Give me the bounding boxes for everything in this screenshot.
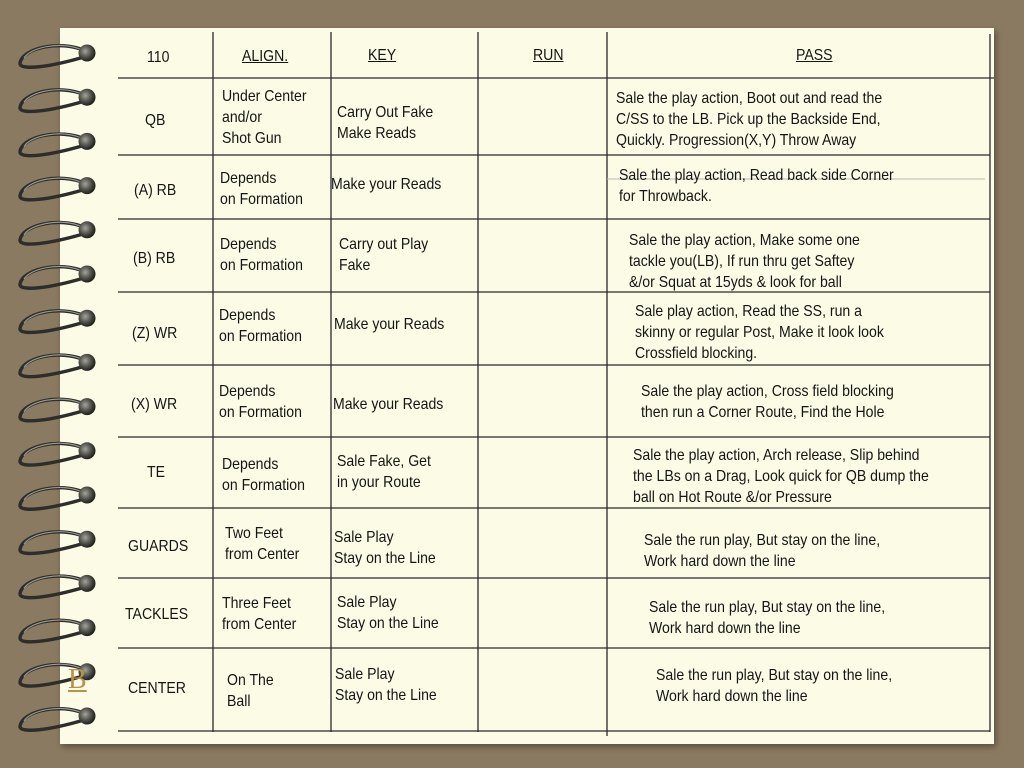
row-pass: Sale the run play, But stay on the line, Work hard down the line — [656, 667, 893, 705]
row-pass: Sale the play action, Boot out and read the C/SS to the LB. Pick up the Backside End, Quickly. Progression(X,Y) Throw Away — [616, 90, 883, 149]
header-pass: PASS — [796, 47, 833, 64]
binding-hole — [79, 354, 96, 371]
row-key: Sale Play Stay on the Line — [337, 594, 439, 632]
row-align: Three Feet from Center — [222, 595, 297, 633]
header-align: ALIGN. — [242, 48, 289, 65]
binding-hole — [79, 708, 96, 725]
row-key: Make your Reads — [331, 176, 442, 193]
binding-wire — [20, 443, 86, 465]
row-pass: Sale the play action, Arch release, Slip behind the LBs on a Drag, Look quick for QB dump the ball on Hot Route &/or Pressure — [633, 447, 929, 506]
binding-wire — [20, 488, 86, 510]
binding-hole — [79, 442, 96, 459]
row-pass: Sale the run play, But stay on the line, Work hard down the line — [649, 599, 886, 637]
binding-wire — [20, 267, 86, 289]
header-play-number: 110 — [147, 49, 170, 66]
binding-wire — [20, 355, 86, 377]
row-position: (Z) WR — [132, 325, 178, 342]
row-pass: Sale the play action, Cross field blocking then run a Corner Route, Find the Hole — [641, 383, 894, 421]
row-align: Depends on Formation — [220, 170, 303, 208]
row-position: (X) WR — [131, 396, 178, 413]
row-key: Sale Play Stay on the Line — [334, 529, 436, 567]
binding-hole — [79, 266, 96, 283]
row-align: Depends on Formation — [219, 383, 302, 421]
binding-wire — [20, 178, 86, 200]
binding-hole — [79, 619, 96, 636]
corner-mark: B — [68, 664, 87, 695]
binding-hole — [79, 531, 96, 548]
row-position: TACKLES — [125, 606, 189, 623]
binding-wire — [20, 576, 86, 598]
spiral-binding — [0, 0, 110, 768]
binding-wire — [20, 709, 86, 731]
row-key: Carry Out Fake Make Reads — [337, 104, 434, 142]
binding-hole — [79, 89, 96, 106]
binding-hole — [79, 487, 96, 504]
row-pass: Sale the play action, Make some one tackle you(LB), If run thru get Saftey &/or Squat at 15yds & look for ball — [629, 232, 860, 291]
row-align: On The Ball — [227, 672, 274, 710]
binding-wire — [20, 222, 86, 244]
row-align: Under Center and/or Shot Gun — [222, 88, 307, 147]
row-align: Depends on Formation — [220, 236, 303, 274]
row-position: CENTER — [128, 680, 186, 697]
binding-wire — [20, 532, 86, 554]
binding-wire — [20, 134, 86, 156]
row-pass: Sale play action, Read the SS, run a skinny or regular Post, Make it look look Crossfield blocking. — [635, 303, 884, 362]
row-key: Carry out Play Fake — [339, 236, 429, 274]
binding-hole — [79, 398, 96, 415]
header-key: KEY — [368, 47, 397, 64]
row-position: (A) RB — [134, 182, 177, 199]
row-key: Sale Play Stay on the Line — [335, 666, 437, 704]
row-position: TE — [147, 464, 165, 481]
row-pass: Sale the play action, Read back side Corner for Throwback. — [619, 167, 894, 205]
row-position: (B) RB — [133, 250, 176, 267]
row-align: Two Feet from Center — [225, 525, 300, 563]
binding-wire — [20, 90, 86, 112]
binding-wire — [20, 399, 86, 421]
binding-hole — [79, 221, 96, 238]
binding-hole — [79, 177, 96, 194]
row-align: Depends on Formation — [219, 307, 302, 345]
binding-rings — [20, 45, 96, 731]
row-pass: Sale the run play, But stay on the line, Work hard down the line — [644, 532, 881, 570]
row-position: GUARDS — [128, 538, 189, 555]
binding-wire — [20, 311, 86, 333]
row-key: Sale Fake, Get in your Route — [337, 453, 431, 491]
row-key: Make your Reads — [333, 396, 444, 413]
row-align: Depends on Formation — [222, 456, 305, 494]
binding-wire — [20, 46, 86, 68]
binding-hole — [79, 133, 96, 150]
binding-hole — [79, 575, 96, 592]
row-position: QB — [145, 112, 166, 129]
row-key: Make your Reads — [334, 316, 445, 333]
header-run: RUN — [533, 47, 564, 64]
binding-wire — [20, 620, 86, 642]
binding-hole — [79, 45, 96, 62]
binding-hole — [79, 310, 96, 327]
